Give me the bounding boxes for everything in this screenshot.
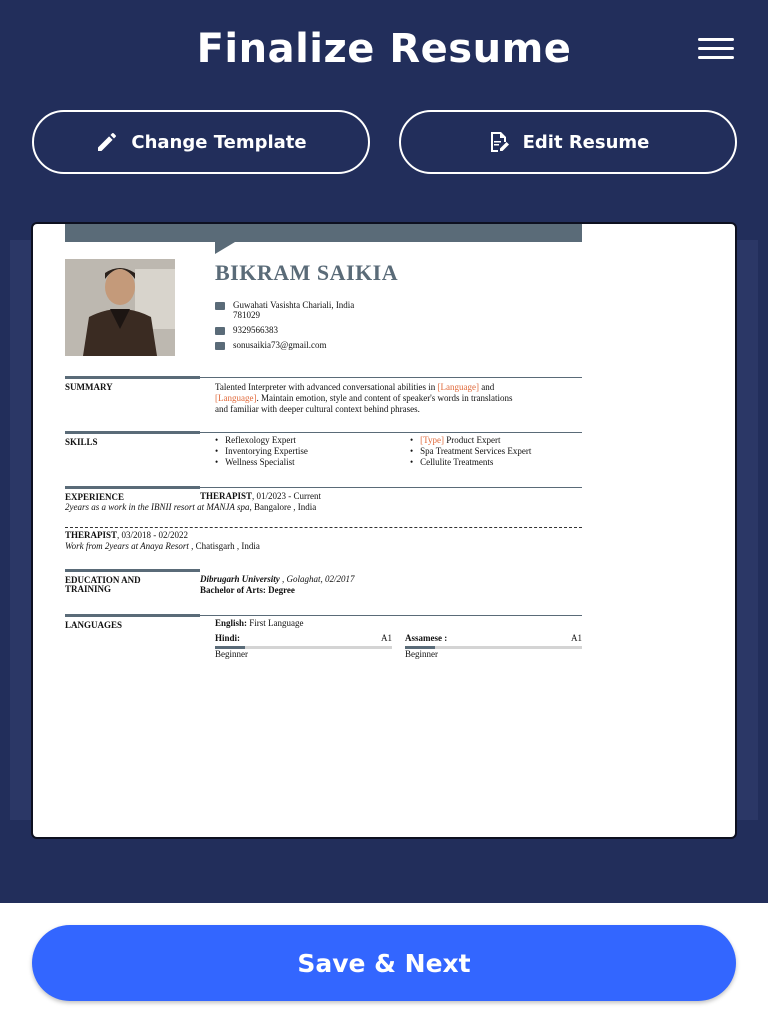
pencil-icon [95, 130, 119, 154]
contact-address: Guwahati Vasishta Chariali, India 781029 [215, 300, 354, 320]
contact-phone: 9329566383 [215, 325, 278, 335]
language-assamese: Assamese : A1 [405, 633, 582, 643]
change-template-label: Change Template [131, 131, 307, 153]
list-item: • Reflexology Expert [215, 435, 308, 446]
edit-resume-label: Edit Resume [522, 131, 650, 153]
resume-preview[interactable]: BIKRAM SAIKIA Guwahati Vasishta Chariali, India 781029 9329566383 sonusaikia73@gmail.com SUMMARY Talented Interpreter with advanced conversational abilities in [Language] and [Language]. Maintain emotion, style and content of speaker's words in translations and familiar with deeper cultural context behind phrases. SKILLS • Reflexology Expert • Inventorying Expertise • Wellness Specialist • [Type] Product Expert • Spa Treatment Services Expert • Cellulite Treatments EXPERIENCE THERAPIST, 01/2023 - Current 2years as a work in the IBNII resort at MANJA spa, Bangalore , India THERAPIST, 03/2018 - 02/2022 Work from 2years at Anaya Resort , Chatisgarh , India EDUCATION AND TRAINING Dibrugarh University , Golaghat, 02/2017 Bachelor of Arts: Degree LANGUAGES English: First Language Hindi: A1 Beginner Assamese : A1 Beginner [31, 222, 737, 839]
contact-email: sonusaikia73@gmail.com [215, 340, 327, 350]
list-item: • [Type] Product Expert [410, 435, 531, 446]
list-item: • Inventorying Expertise [215, 446, 308, 457]
phone-icon [215, 327, 225, 335]
language-hindi: Hindi: A1 [215, 633, 392, 643]
email-icon [215, 342, 225, 350]
resume-header-bar [65, 224, 582, 242]
location-icon [215, 302, 225, 310]
change-template-button[interactable] [32, 110, 370, 174]
profile-photo [65, 259, 175, 356]
resume-header-notch [215, 242, 235, 254]
page-title: Finalize Resume [196, 26, 572, 72]
edit-resume-button[interactable] [399, 110, 737, 174]
bottom-panel [0, 903, 768, 1024]
list-item: • Wellness Specialist [215, 457, 308, 468]
save-next-button[interactable]: Save & Next [32, 925, 736, 1001]
edit-document-icon [487, 130, 511, 154]
list-item: • Cellulite Treatments [410, 457, 531, 468]
resume-name: BIKRAM SAIKIA [215, 260, 399, 285]
hamburger-menu-icon[interactable] [698, 36, 734, 62]
list-item: • Spa Treatment Services Expert [410, 446, 531, 457]
